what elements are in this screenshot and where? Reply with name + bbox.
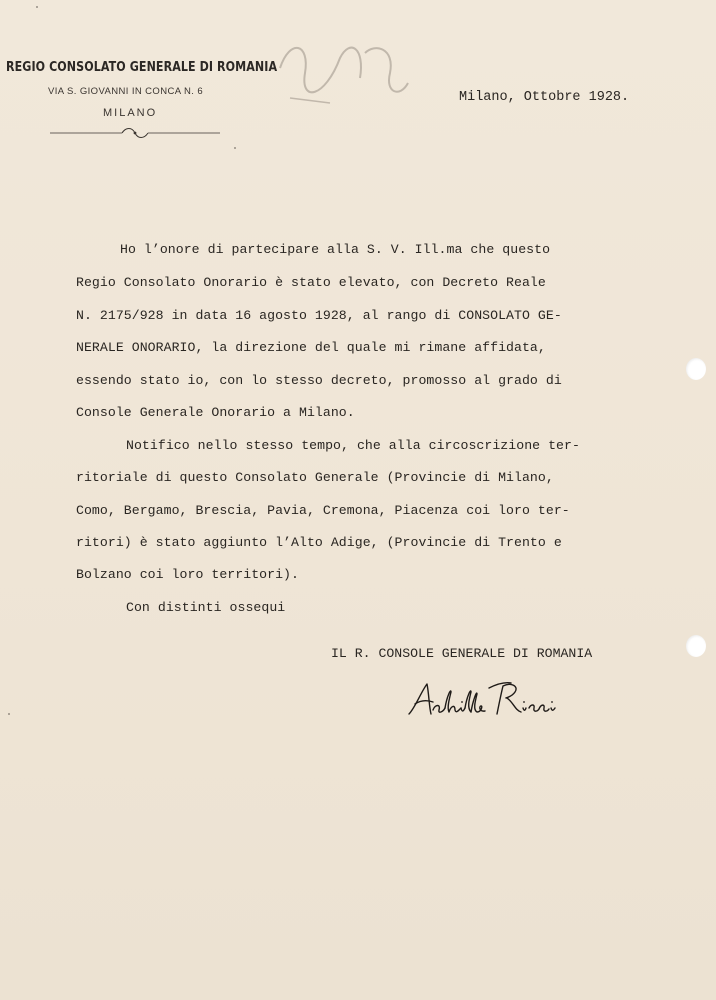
body-line: N. 2175/928 in data 16 agosto 1928, al rango di CONSOLATO GE- — [76, 308, 562, 323]
paper-speck — [8, 713, 10, 715]
letterhead-title: REGIO CONSOLATO GENERALE DI ROMANIA — [6, 60, 278, 75]
signature-title: IL R. CONSOLE GENERALE DI ROMANIA — [331, 646, 593, 661]
closing-line: Con distinti ossequi — [126, 600, 286, 615]
letterhead-city: MILANO — [103, 107, 158, 119]
body-line: Ho l’onore di partecipare alla S. V. Ill.ma che questo — [120, 242, 551, 257]
body-line: ritoriale di questo Consolato Generale (Provincie di Milano, — [76, 470, 554, 485]
body-line: Regio Consolato Onorario è stato elevato, con Decreto Reale — [76, 275, 546, 290]
paper-speck — [36, 6, 38, 8]
body-line: Notifico nello stesso tempo, che alla circoscrizione ter- — [126, 438, 580, 453]
body-line: ritori) è stato aggiunto l’Alto Adige, (Provincie di Trento e — [76, 535, 562, 550]
body-line: essendo stato io, con lo stesso decreto, promosso al grado di — [76, 373, 562, 388]
body-line: Como, Bergamo, Brescia, Pavia, Cremona, Piacenza coi loro ter- — [76, 503, 570, 518]
body-line: NERALE ONORARIO, la direzione del quale mi rimane affidata, — [76, 340, 546, 355]
letterhead-address: VIA S. GIOVANNI IN CONCA N. 6 — [48, 86, 204, 97]
letterhead — [6, 60, 278, 119]
pencil-annotation — [270, 28, 410, 118]
punch-hole — [686, 635, 706, 657]
handwritten-signature — [405, 678, 565, 728]
letter-date: Milano, Ottobre 1928. — [459, 90, 630, 105]
body-line: Bolzano coi loro territori). — [76, 567, 299, 582]
body-line: Console Generale Onorario a Milano. — [76, 405, 355, 420]
paper-speck — [234, 147, 236, 149]
punch-hole — [686, 358, 706, 380]
letterhead-ornament — [50, 125, 220, 141]
